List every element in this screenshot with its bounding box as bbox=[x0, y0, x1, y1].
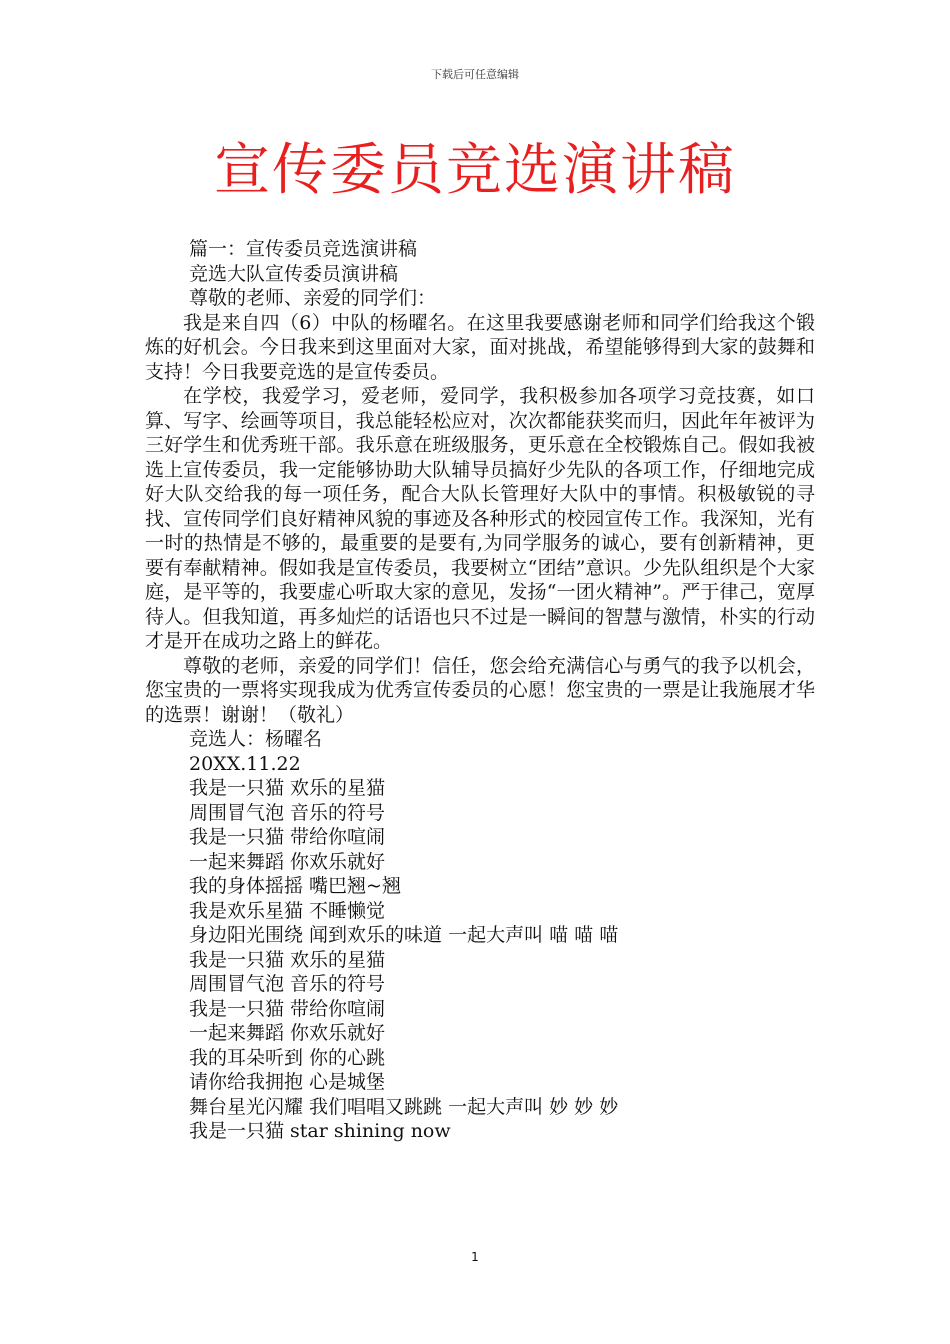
lyric-line: 舞台星光闪耀 我们唱唱又跳跳 一起大声叫 妙 妙 妙 bbox=[189, 1095, 619, 1118]
intro-lines bbox=[145, 237, 815, 311]
paragraph: 在学校，我爱学习，爱老师，爱同学，我积极参加各项学习竞技赛，如口算、写字、绘画等项目，我总能轻松应对，次次都能获奖而归，因此年年被评为三好学生和优秀班干部。我乐意在班级服务，更乐意在全校锻炼自己。假如我被选上宣传委员，我一定能够协助大队辅导员搞好少先队的各项工作，仔细地完成好大队交给我的每一项任务，配合大队长管理好大队中的事情。积极敏锐的寻找、宣传同学们良好精神风貌的事迹及各种形式的校园宣传工作。我深知，光有一时的热情是不够的，最重要的是要有,为同学服务的诚心，要有创新精神，更要有奉献精神。假如我是宣传委员，我要树立“团结”意识。少先队组织是个大家庭，是平等的，我要虚心听取大家的意见，发扬“一团火精神”。严于律己，宽厚待人。但我知道，再多灿烂的话语也只不过是一瞬间的智慧与激情，朴实的行动才是开在成功之路上的鲜花。 bbox=[145, 385, 815, 652]
paragraph: 我是来自四（6）中队的杨曜名。在这里我要感谢老师和同学们给我这个锻炼的好机会。今日我来到这里面对大家，面对挑战，希望能够得到大家的鼓舞和支持！今日我要竞选的是宣传委员。 bbox=[145, 311, 815, 383]
document-body bbox=[145, 237, 815, 1144]
lyric-line: 身边阳光围绕 闻到欢乐的味道 一起大声叫 喵 喵 喵 bbox=[189, 924, 619, 946]
intro-line: 尊敬的老师、亲爱的同学们： bbox=[189, 287, 437, 309]
intro-line: 篇一：宣传委员竞选演讲稿 bbox=[189, 238, 418, 260]
lyric-line: 我的身体摇摇 嘴巴翘~翘 bbox=[189, 875, 401, 897]
paragraph: 尊敬的老师，亲爱的同学们！信任，您会给充满信心与勇气的我予以机会，您宝贵的一票将实现我成为优秀宣传委员的心愿！您宝贵的一票是让我施展才华的选票！谢谢！（敬礼） bbox=[145, 654, 815, 726]
closing-lines bbox=[145, 727, 815, 1144]
lyric-line: 我是一只猫 欢乐的星猫 bbox=[189, 777, 386, 799]
page-number: 1 bbox=[471, 1250, 479, 1264]
lyric-line: 我是欢乐星猫 不睡懒觉 bbox=[189, 899, 386, 922]
lyric-line: 周围冒气泡 音乐的符号 bbox=[189, 973, 386, 995]
lyric-line: 我是一只猫 带给你喧闹 bbox=[189, 826, 386, 848]
lyric-line: 我是一只猫 欢乐的星猫 bbox=[189, 948, 386, 971]
closing-line: 竞选人：杨曜名 bbox=[189, 728, 323, 750]
header-note: 下载后可任意编辑 bbox=[431, 68, 519, 81]
intro-line: 竞选大队宣传委员演讲稿 bbox=[189, 262, 399, 285]
lyric-line: 周围冒气泡 音乐的符号 bbox=[189, 801, 386, 824]
lyric-line: 请你给我拥抱 心是城堡 bbox=[189, 1071, 386, 1093]
lyric-line: 我的耳朵听到 你的心跳 bbox=[189, 1046, 386, 1069]
document-title: 宣传委员竞选演讲稿 bbox=[214, 138, 736, 203]
closing-line: 20XX.11.22 bbox=[189, 752, 301, 775]
lyric-line: 我是一只猫 带给你喧闹 bbox=[189, 997, 386, 1020]
lyric-line: 一起来舞蹈 你欢乐就好 bbox=[189, 850, 386, 873]
lyric-line: 一起来舞蹈 你欢乐就好 bbox=[189, 1022, 386, 1044]
lyric-line: 我是一只猫 star shining now bbox=[189, 1120, 451, 1142]
